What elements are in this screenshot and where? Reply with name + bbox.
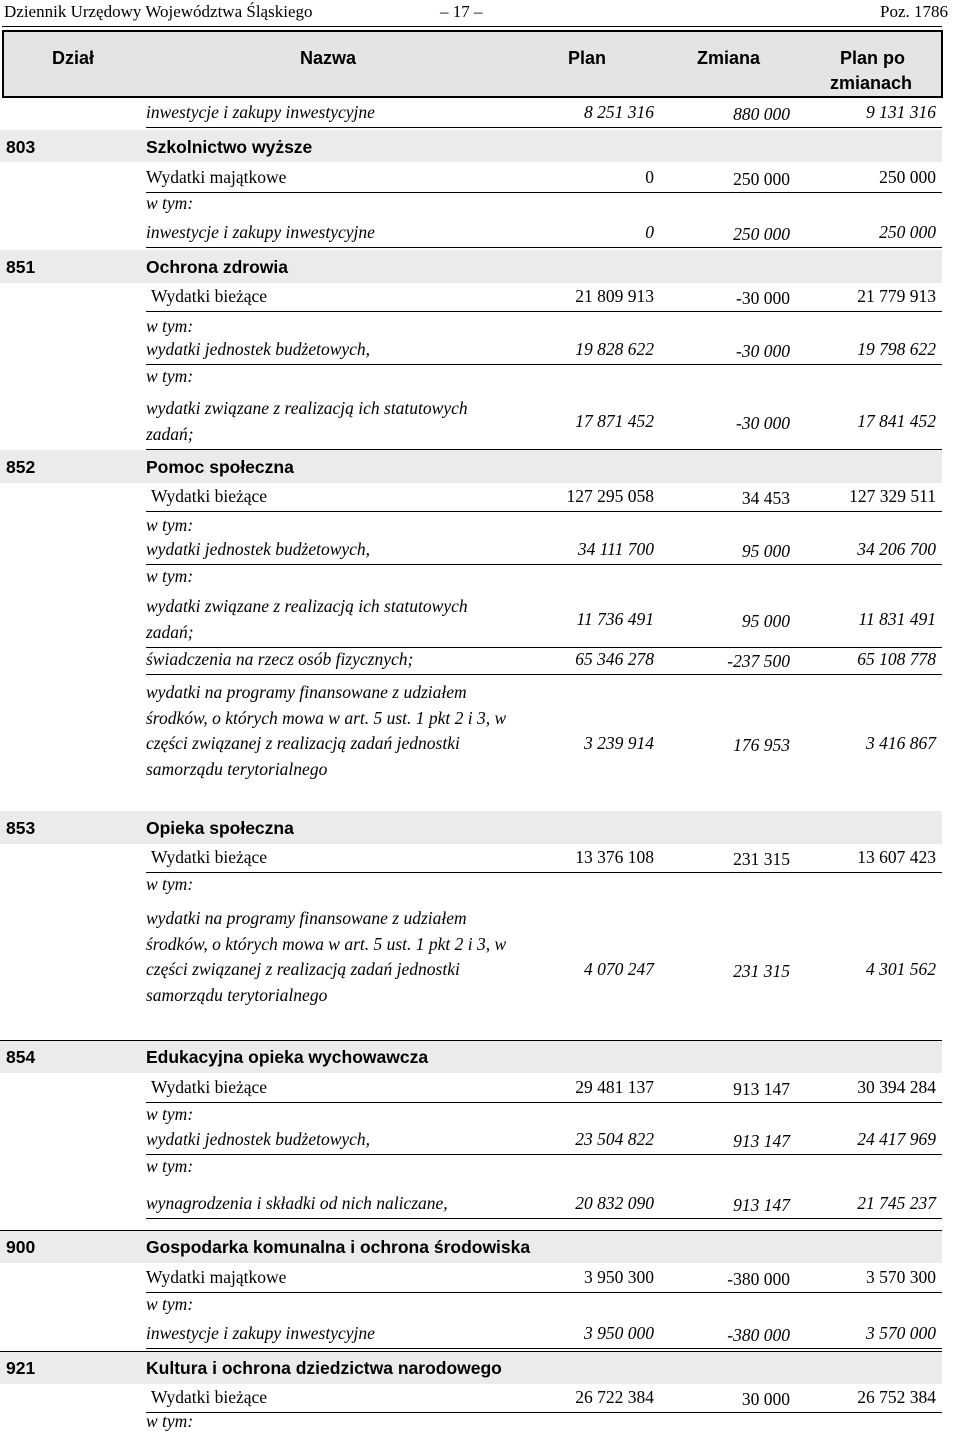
row-underline — [146, 1154, 942, 1155]
row-label: Wydatki bieżące — [151, 286, 268, 306]
row-label: wydatki związane z realizacją ich statutowych zadań; — [146, 398, 468, 444]
row-underline — [146, 127, 942, 128]
change-value: 176 953 — [733, 735, 790, 755]
table-row — [0, 1129, 942, 1153]
section-row — [0, 130, 942, 162]
plan-value: 17 871 452 — [575, 411, 654, 431]
row-label: Wydatki bieżące — [151, 1387, 268, 1407]
row-label: wydatki na programy finansowane z udziałem środków, o których mowa w art. 5 ust. 1 pkt 2 i 3, w części związanej z realizacją zadań jednostki samorządu terytorialnego — [146, 682, 507, 779]
change-value: 880 000 — [733, 104, 790, 124]
planned-after-value: 21 745 237 — [857, 1193, 936, 1213]
section-row — [0, 1040, 942, 1073]
row-label: w tym: — [146, 1104, 194, 1124]
table-row — [0, 286, 942, 310]
plan-value: 26 722 384 — [575, 1387, 654, 1407]
table-row — [0, 339, 942, 363]
row-label: w tym: — [146, 1411, 194, 1431]
table-row — [0, 594, 942, 646]
planned-after-value: 250 000 — [879, 222, 936, 242]
change-value: 250 000 — [733, 169, 790, 189]
change-value: -237 500 — [727, 651, 790, 671]
change-value: 913 147 — [733, 1131, 790, 1151]
table-row — [0, 1411, 942, 1433]
section-row — [0, 450, 942, 483]
planned-after-value: 17 841 452 — [857, 411, 936, 431]
row-label: w tym: — [146, 1294, 194, 1314]
section-row — [0, 250, 942, 283]
section-top-rule — [0, 1351, 942, 1352]
row-underline — [146, 647, 942, 648]
row-label: wydatki jednostek budżetowych, — [146, 1129, 371, 1149]
table-row — [0, 486, 942, 510]
section-code: 854 — [6, 1047, 36, 1067]
table-row — [0, 396, 942, 448]
position-number: Poz. 1786 — [880, 2, 948, 21]
planned-after-value: 4 301 562 — [866, 959, 936, 979]
planned-after-value: 250 000 — [879, 167, 936, 187]
col-nazwa: Nazwa — [300, 48, 357, 68]
planned-after-value: 11 831 491 — [858, 609, 936, 629]
row-underline — [146, 247, 942, 248]
change-value: -30 000 — [736, 288, 790, 308]
plan-value: 11 736 491 — [576, 609, 654, 629]
table-row — [0, 1104, 942, 1126]
change-value: 231 315 — [733, 961, 790, 981]
row-underline — [146, 1102, 942, 1103]
row-underline — [146, 872, 942, 873]
plan-value: 0 — [645, 167, 654, 187]
section-name: Edukacyjna opieka wychowawcza — [146, 1047, 429, 1067]
change-value: -30 000 — [736, 341, 790, 361]
section-row — [0, 1230, 942, 1263]
row-underline — [146, 674, 942, 675]
planned-after-value: 13 607 423 — [857, 847, 936, 867]
change-value: 95 000 — [741, 611, 790, 631]
row-label: w tym: — [146, 193, 194, 213]
row-label: wydatki związane z realizacją ich statutowych zadań; — [146, 596, 468, 642]
section-name: Pomoc społeczna — [146, 457, 294, 477]
change-value: 95 000 — [741, 541, 790, 561]
row-label: wydatki na programy finansowane z udziałem środków, o których mowa w art. 5 ust. 1 pkt 2 i 3, w części związanej z realizacją zadań jednostki samorządu terytorialnego — [146, 908, 507, 1005]
section-code: 921 — [6, 1358, 36, 1378]
change-value: -30 000 — [736, 413, 790, 433]
row-label: wydatki jednostek budżetowych, — [146, 339, 371, 359]
col-plan-po-2: zmianach — [830, 73, 913, 93]
plan-value: 65 346 278 — [575, 649, 654, 669]
page-header — [0, 0, 960, 26]
section-name: Kultura i ochrona dziedzictwa narodowego — [146, 1358, 502, 1378]
row-label: Wydatki bieżące — [151, 1077, 268, 1097]
table-row — [0, 1193, 942, 1217]
row-label: w tym: — [146, 366, 194, 386]
table-row — [0, 316, 942, 338]
row-underline — [146, 564, 942, 565]
section-top-rule — [0, 1040, 942, 1041]
planned-after-value: 34 206 700 — [857, 539, 936, 559]
row-label: inwestycje i zakupy inwestycyjne — [146, 102, 375, 122]
plan-value: 34 111 700 — [577, 539, 654, 559]
change-value: 30 000 — [741, 1389, 790, 1409]
journal-title: Dziennik Urzędowy Województwa Śląskiego — [4, 2, 313, 21]
row-underline — [146, 364, 942, 365]
section-name: Ochrona zdrowia — [146, 257, 288, 277]
col-zmiana: Zmiana — [697, 48, 761, 68]
section-name: Szkolnictwo wyższe — [146, 137, 313, 157]
row-label: Wydatki bieżące — [151, 847, 268, 867]
table-row — [0, 649, 942, 673]
plan-value: 4 070 247 — [584, 959, 654, 979]
plan-value: 8 251 316 — [584, 102, 654, 122]
header-rule — [2, 26, 942, 27]
row-label: Wydatki majątkowe — [146, 167, 287, 187]
planned-after-value: 26 752 384 — [857, 1387, 936, 1407]
row-underline — [146, 1292, 942, 1293]
change-value: 34 453 — [741, 488, 790, 508]
row-underline — [146, 511, 942, 512]
table-row — [0, 1294, 942, 1316]
section-code: 853 — [6, 818, 36, 838]
change-value: 913 147 — [733, 1079, 790, 1099]
section-code: 803 — [6, 137, 36, 157]
section-name: Opieka społeczna — [146, 818, 294, 838]
planned-after-value: 3 570 300 — [866, 1267, 936, 1287]
plan-value: 3 950 000 — [584, 1323, 654, 1343]
row-label: wynagrodzenia i składki od nich naliczane, — [146, 1193, 448, 1213]
row-label: w tym: — [146, 316, 194, 336]
change-value: -380 000 — [727, 1269, 790, 1289]
page-number: – 17 – — [440, 2, 483, 21]
table-row — [0, 193, 942, 215]
col-plan-po: Plan po — [840, 48, 906, 68]
plan-value: 21 809 913 — [575, 286, 654, 306]
col-plan: Plan — [568, 48, 607, 68]
planned-after-value: 9 131 316 — [866, 102, 936, 122]
row-label: Wydatki bieżące — [151, 486, 268, 506]
change-value: 250 000 — [733, 224, 790, 244]
row-label: w tym: — [146, 874, 194, 894]
planned-after-value: 19 798 622 — [857, 339, 936, 359]
row-label: w tym: — [146, 515, 194, 535]
row-label: Wydatki majątkowe — [146, 1267, 287, 1287]
table-row — [0, 222, 942, 246]
table-row — [0, 539, 942, 563]
table-row — [0, 874, 942, 896]
table-row — [0, 366, 942, 388]
row-label: w tym: — [146, 1156, 194, 1176]
table-row — [0, 1077, 942, 1101]
row-label: wydatki jednostek budżetowych, — [146, 539, 371, 559]
col-dzial: Dział — [52, 48, 95, 68]
row-label: inwestycje i zakupy inwestycyjne — [146, 1323, 375, 1343]
table-row — [0, 1156, 942, 1178]
section-row — [0, 811, 942, 844]
section-top-rule — [0, 1230, 942, 1231]
plan-value: 3 950 300 — [584, 1267, 654, 1287]
plan-value: 20 832 090 — [575, 1193, 654, 1213]
plan-value: 0 — [645, 222, 654, 242]
plan-value: 23 504 822 — [575, 1129, 654, 1149]
table-header — [2, 30, 943, 98]
table-row — [0, 1323, 942, 1347]
plan-value: 19 828 622 — [575, 339, 654, 359]
section-name: Gospodarka komunalna i ochrona środowiska — [146, 1237, 531, 1257]
table-row — [0, 847, 942, 871]
planned-after-value: 30 394 284 — [857, 1077, 936, 1097]
plan-value: 3 239 914 — [584, 733, 654, 753]
row-label: świadczenia na rzecz osób fizycznych; — [146, 649, 414, 669]
table-row — [0, 102, 942, 126]
table-row — [0, 906, 942, 1034]
planned-after-value: 65 108 778 — [857, 649, 936, 669]
planned-after-value: 3 416 867 — [866, 733, 936, 753]
planned-after-value: 24 417 969 — [857, 1129, 936, 1149]
table-row — [0, 1267, 942, 1291]
section-code: 852 — [6, 457, 36, 477]
section-code: 851 — [6, 257, 36, 277]
table-row — [0, 167, 942, 191]
change-value: 231 315 — [733, 849, 790, 869]
table-row — [0, 566, 942, 588]
section-row — [0, 1351, 942, 1384]
planned-after-value: 127 329 511 — [849, 486, 936, 506]
plan-value: 13 376 108 — [575, 847, 654, 867]
change-value: 913 147 — [733, 1195, 790, 1215]
row-label: w tym: — [146, 566, 194, 586]
table-row — [0, 1387, 942, 1411]
plan-value: 127 295 058 — [566, 486, 654, 506]
row-underline — [146, 1348, 942, 1349]
planned-after-value: 3 570 000 — [866, 1323, 936, 1343]
change-value: -380 000 — [727, 1325, 790, 1345]
section-code: 900 — [6, 1237, 36, 1257]
table-row — [0, 680, 942, 808]
table-row — [0, 515, 942, 537]
row-label: inwestycje i zakupy inwestycyjne — [146, 222, 375, 242]
planned-after-value: 21 779 913 — [857, 286, 936, 306]
row-underline — [146, 311, 942, 312]
plan-value: 29 481 137 — [575, 1077, 654, 1097]
row-underline — [146, 1218, 942, 1219]
